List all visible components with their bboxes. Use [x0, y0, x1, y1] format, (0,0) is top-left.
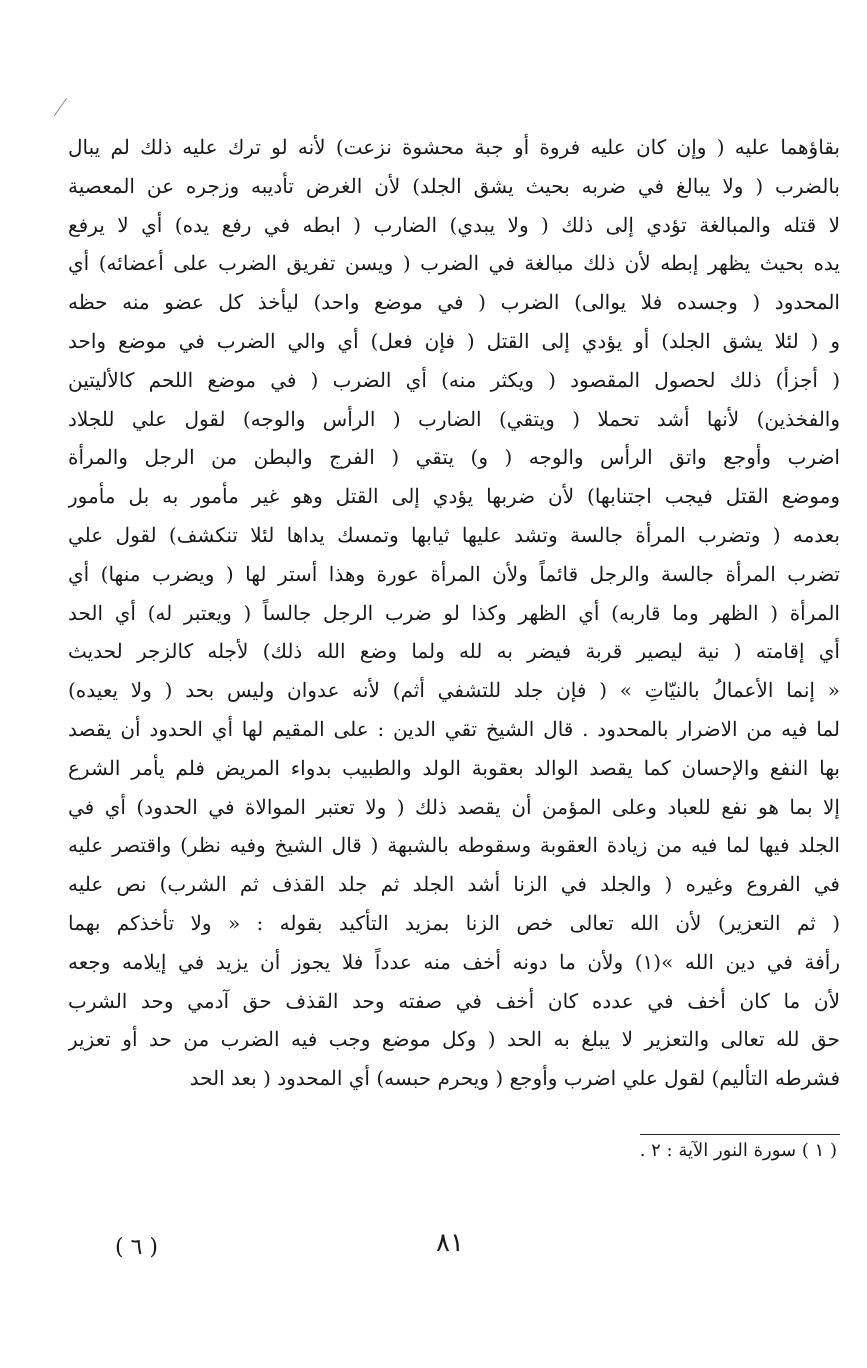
text-line: فشرطه التأليم) لقول علي اضرب وأوجع ( ويحرم حبسه) أي المحدود ( بعد الحد [189, 1066, 840, 1091]
text-line: يده بحيث يظهر إبطه لأن ذلك مبالغة في الضرب ( ويسن تفريق الضرب على أعضائه) أي [68, 251, 840, 276]
text-line: تضرب المرأة جالسة والرجل قائماً ولأن المرأة عورة وهذا أستر لها ( ويضرب منها) أي [68, 561, 840, 586]
text-line: ( أجزأ) ذلك لحصول المقصود ( ويكثر منه) أي الضرب ( في موضع اللحم كالأليتين [68, 367, 840, 392]
text-line: في الفروع وغيره ( والجلد في الزنا أشد الجلد ثم جلد القذف ثم الشرب) نص عليه [68, 872, 840, 897]
margin-pencil-mark [54, 98, 82, 116]
page-number: ٨١ [436, 1228, 464, 1258]
footnote: ( ١ ) سورة النور الآية : ٢ . [639, 1140, 837, 1161]
text-line: والفخذين) لأنها أشد تحملا ( ويتقي) الضارب ( الرأس والوجه) لقول علي للجلاد [68, 406, 840, 431]
signature-mark: ( ٦ ) [115, 1235, 158, 1260]
text-line: بها النفع والإحسان كما يقصد الوالد بعقوبة الولد والطبيب بدواء المريض فلم يأمر الشرع [68, 755, 840, 780]
text-line: رأفة في دين الله »(١) ولأن ما دونه أخف منه عدداً فلا يجوز أن يزيد في إيلامه وجعه [68, 949, 840, 974]
text-line: بالضرب ( ولا يبالغ في ضربه بحيث يشق الجلد) لأن الغرض تأديبه وزجره عن المعصية [68, 173, 840, 198]
text-line: المرأة ( الظهر وما قاربه) أي الظهر وكذا لو ضرب الرجل جالساً ( ويعتبر له) أي الحد [68, 600, 840, 625]
text-line: إلا بما هو نفع للعباد وعلى المؤمن أن يقصد ذلك ( ولا تعتبر الموالاة في الحدود) أي في [68, 794, 840, 819]
text-line: ( ثم التعزير) لأن الله تعالى خص الزنا بمزيد التأكيد بقوله : « ولا تأخذكم بهما [68, 910, 840, 935]
text-line: لا قتله والمبالغة تؤدي إلى ذلك ( ولا يبدي) الضارب ( ابطه في رفع يده) أي لا يرفع [68, 212, 840, 237]
text-line: الجلد فيها لما فيه من زيادة العقوبة وسقوطه بالشبهة ( قال الشيخ وفيه نظر) واقتصر عليه [68, 833, 840, 858]
text-line: وموضع القتل فيجب اجتنابها) لأن ضربها يؤدي إلى القتل وهو غير مأمور به بل مأمور [68, 484, 840, 509]
text-line: و ( لئلا يشق الجلد) أو يؤدي إلى القتل ( فإن فعل) أي والي الضرب في موضع واحد [68, 328, 840, 353]
text-line: اضرب وأوجع واتق الرأس والوجه ( و) يتقي ( الفرج والبطن من الرجل والمرأة [68, 445, 840, 470]
text-line: « إنما الأعمالُ بالنيّاتِ » ( فإن جلد للتشفي أثم) لأنه عدوان وليس بحد ( ولا يعيده) [68, 678, 840, 703]
text-line: أي إقامته ( نية ليصير قربة فيضر به لله ولما وضع الله ذلك) لأجله كالزجر لحديث [68, 639, 840, 664]
text-line: بقاؤهما عليه ( وإن كان عليه فروة أو جبة محشوة نزعت) لأنه لو ترك عليه ذلك لم يبال [68, 135, 840, 159]
text-line: بعدمه ( وتضرب المرأة جالسة وتشد عليها ثيابها وتمسك يداها لئلا تنكشف) لقول علي [68, 522, 840, 547]
text-line: لما فيه من الاضرار بالمحدود . قال الشيخ تقي الدين : على المقيم لها أي الحدود أن يقصد [68, 716, 840, 741]
text-line: لأن ما كان أخف في عدده كان أخف في صفته وحد القذف حق آدمي وحد الشرب [68, 988, 840, 1013]
page-body-text [68, 128, 840, 1098]
footnote-rule [640, 1134, 840, 1135]
text-line: حق لله تعالى والتعزير لا يبلغ به الحد ( وكل موضع وجب فيه الضرب من حد أو تعزير [68, 1027, 840, 1052]
text-line: المحدود ( وجسده فلا يوالى) الضرب ( في موضع واحد) ليأخذ كل عضو منه حظه [68, 290, 840, 315]
